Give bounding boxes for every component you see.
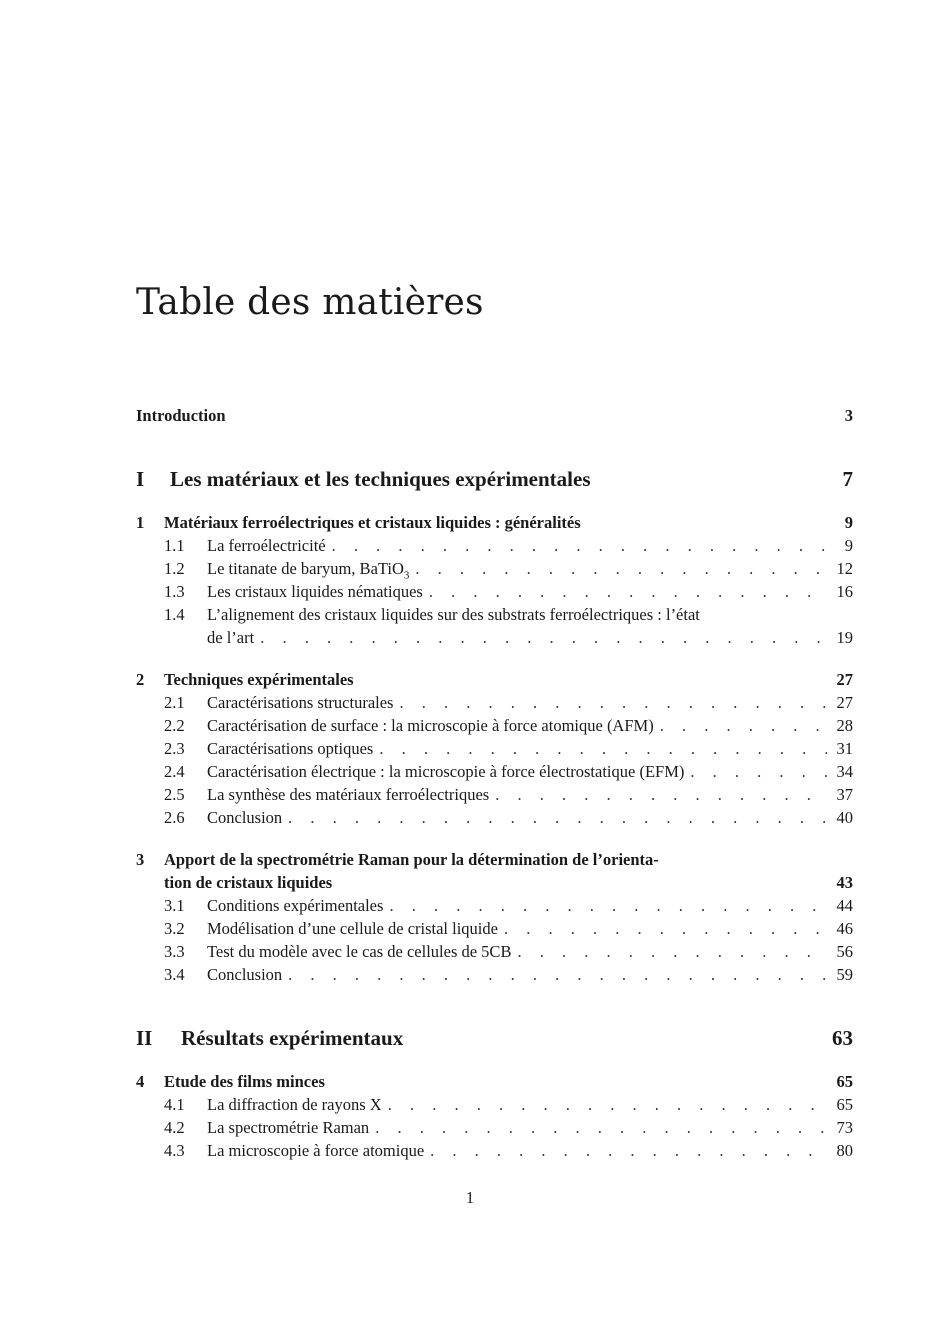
toc-section-3-4[interactable] xyxy=(136,963,853,986)
leader-dots xyxy=(429,580,827,603)
chapter-page: 27 xyxy=(836,670,853,689)
section-number: 1.3 xyxy=(164,582,185,601)
leader-dots xyxy=(388,1093,827,1116)
section-title: Caractérisations structurales xyxy=(207,693,394,712)
leader-dots xyxy=(415,557,827,580)
section-title: La microscopie à force atomique xyxy=(207,1141,425,1160)
section-title: Modélisation d’une cellule de cristal liquide xyxy=(207,919,498,938)
leader-dots xyxy=(430,1139,827,1162)
toc-chapter-2[interactable] xyxy=(136,668,853,691)
section-number: 2.2 xyxy=(164,716,185,735)
toc-chapter-4[interactable] xyxy=(136,1070,853,1093)
section-number: 2.3 xyxy=(164,739,185,758)
section-number: 3.2 xyxy=(164,919,185,938)
section-number: 2.1 xyxy=(164,693,185,712)
leader-dots xyxy=(288,806,827,829)
chapter-title: Techniques expérimentales xyxy=(164,670,354,689)
section-number: 4.2 xyxy=(164,1118,185,1137)
section-title: Conditions expérimentales xyxy=(207,896,384,915)
part-title: Les matériaux et les techniques expérimentales xyxy=(170,467,591,491)
section-number: 1.2 xyxy=(164,559,185,578)
section-page: 59 xyxy=(836,965,853,984)
toc-entry-introduction[interactable] xyxy=(136,404,853,427)
chapter-number: 4 xyxy=(136,1072,145,1091)
leader-dots xyxy=(495,783,827,806)
toc-section-1-4-cont[interactable] xyxy=(136,626,853,649)
chapter-title: Apport de la spectrométrie Raman pour la détermination de l’orienta- xyxy=(164,850,659,869)
section-number: 3.4 xyxy=(164,965,185,984)
section-number: 2.5 xyxy=(164,785,185,804)
toc-section-4-3[interactable] xyxy=(136,1139,853,1162)
toc-section-3-1[interactable] xyxy=(136,894,853,917)
leader-dots xyxy=(660,714,827,737)
section-number: 1.4 xyxy=(164,605,185,624)
chapter-number: 1 xyxy=(136,513,145,532)
section-page: 44 xyxy=(836,896,853,915)
toc-chapter-3-cont[interactable] xyxy=(136,871,853,894)
section-page: 16 xyxy=(836,582,853,601)
toc-section-1-3[interactable] xyxy=(136,580,853,603)
toc-section-3-3[interactable] xyxy=(136,940,853,963)
section-page: 73 xyxy=(836,1118,853,1137)
toc-section-1-1[interactable] xyxy=(136,534,853,557)
section-number: 3.1 xyxy=(164,896,185,915)
section-title: Conclusion xyxy=(207,965,283,984)
leader-dots xyxy=(690,760,827,783)
section-title: Conclusion xyxy=(207,808,283,827)
section-page: 19 xyxy=(836,628,853,647)
part-page: 63 xyxy=(832,1026,853,1050)
section-page: 9 xyxy=(844,536,853,555)
section-page: 80 xyxy=(836,1141,853,1160)
section-page: 46 xyxy=(836,919,853,938)
section-number: 3.3 xyxy=(164,942,185,961)
section-title: La synthèse des matériaux ferroélectriques xyxy=(207,785,490,804)
section-number: 1.1 xyxy=(164,536,185,555)
section-title-continued: de l’art xyxy=(207,628,255,647)
toc-section-4-2[interactable] xyxy=(136,1116,853,1139)
section-page: 28 xyxy=(836,716,853,735)
leader-dots xyxy=(504,917,827,940)
section-number: 2.6 xyxy=(164,808,185,827)
section-title: Les cristaux liquides nématiques xyxy=(207,582,423,601)
section-title: Caractérisation de surface : la microscopie à force atomique (AFM) xyxy=(207,716,654,735)
section-title: Caractérisations optiques xyxy=(207,739,374,758)
toc-section-2-6[interactable] xyxy=(136,806,853,829)
chapter-page: 43 xyxy=(836,873,853,892)
toc-part-2[interactable] xyxy=(136,1024,853,1052)
leader-dots xyxy=(288,963,827,986)
toc-part-1[interactable] xyxy=(136,465,853,493)
chapter-page: 65 xyxy=(836,1072,853,1091)
chapter-number: 3 xyxy=(136,850,145,869)
toc-chapter-3[interactable] xyxy=(136,848,853,871)
section-title: La spectrométrie Raman xyxy=(207,1118,370,1137)
toc-section-1-4[interactable] xyxy=(136,603,853,626)
leader-dots xyxy=(332,534,827,557)
section-page: 65 xyxy=(836,1095,853,1114)
toc-section-2-3[interactable] xyxy=(136,737,853,760)
leader-dots xyxy=(399,691,827,714)
section-title: Test du modèle avec le cas de cellules de 5CB xyxy=(207,942,512,961)
section-number: 4.1 xyxy=(164,1095,185,1114)
leader-dots xyxy=(389,894,827,917)
chapter-number: 2 xyxy=(136,670,145,689)
section-page: 27 xyxy=(836,693,853,712)
section-title: Caractérisation électrique : la microscopie à force électrostatique (EFM) xyxy=(207,762,685,781)
toc-section-2-2[interactable] xyxy=(136,714,853,737)
chapter-title-continued: tion de cristaux liquides xyxy=(164,873,333,892)
section-page: 37 xyxy=(836,785,853,804)
section-page: 31 xyxy=(836,739,853,758)
part-number: II xyxy=(136,1026,153,1050)
page-number: 1 xyxy=(465,1188,475,1207)
chapter-title: Matériaux ferroélectriques et cristaux liquides : généralités xyxy=(164,513,581,532)
section-number: 4.3 xyxy=(164,1141,185,1160)
page-title: Table des matières xyxy=(136,282,484,323)
section-page: 12 xyxy=(836,559,853,578)
toc-section-4-1[interactable] xyxy=(136,1093,853,1116)
section-number: 2.4 xyxy=(164,762,185,781)
section-page: 56 xyxy=(836,942,853,961)
part-number: I xyxy=(136,467,145,491)
leader-dots xyxy=(517,940,827,963)
section-title: La ferroélectricité xyxy=(207,536,326,555)
toc-section-2-5[interactable] xyxy=(136,783,853,806)
section-title: Le titanate de baryum, BaTiO$_3$ xyxy=(207,559,410,582)
section-page: 40 xyxy=(836,808,853,827)
entry-title: Introduction xyxy=(136,406,226,425)
toc-section-2-1[interactable] xyxy=(136,691,853,714)
section-page: 34 xyxy=(836,762,853,781)
leader-dots xyxy=(260,626,827,649)
part-page: 7 xyxy=(842,467,853,491)
chapter-page: 9 xyxy=(844,513,853,532)
leader-dots xyxy=(379,737,827,760)
toc-section-2-4[interactable] xyxy=(136,760,853,783)
part-title: Résultats expérimentaux xyxy=(181,1026,404,1050)
toc-chapter-1[interactable] xyxy=(136,511,853,534)
leader-dots xyxy=(375,1116,827,1139)
section-title: L’alignement des cristaux liquides sur des substrats ferroélectriques : l’état xyxy=(207,605,700,624)
chapter-title: Etude des films minces xyxy=(164,1072,325,1091)
entry-page: 3 xyxy=(844,406,853,425)
section-title: La diffraction de rayons X xyxy=(207,1095,382,1114)
toc-section-3-2[interactable] xyxy=(136,917,853,940)
